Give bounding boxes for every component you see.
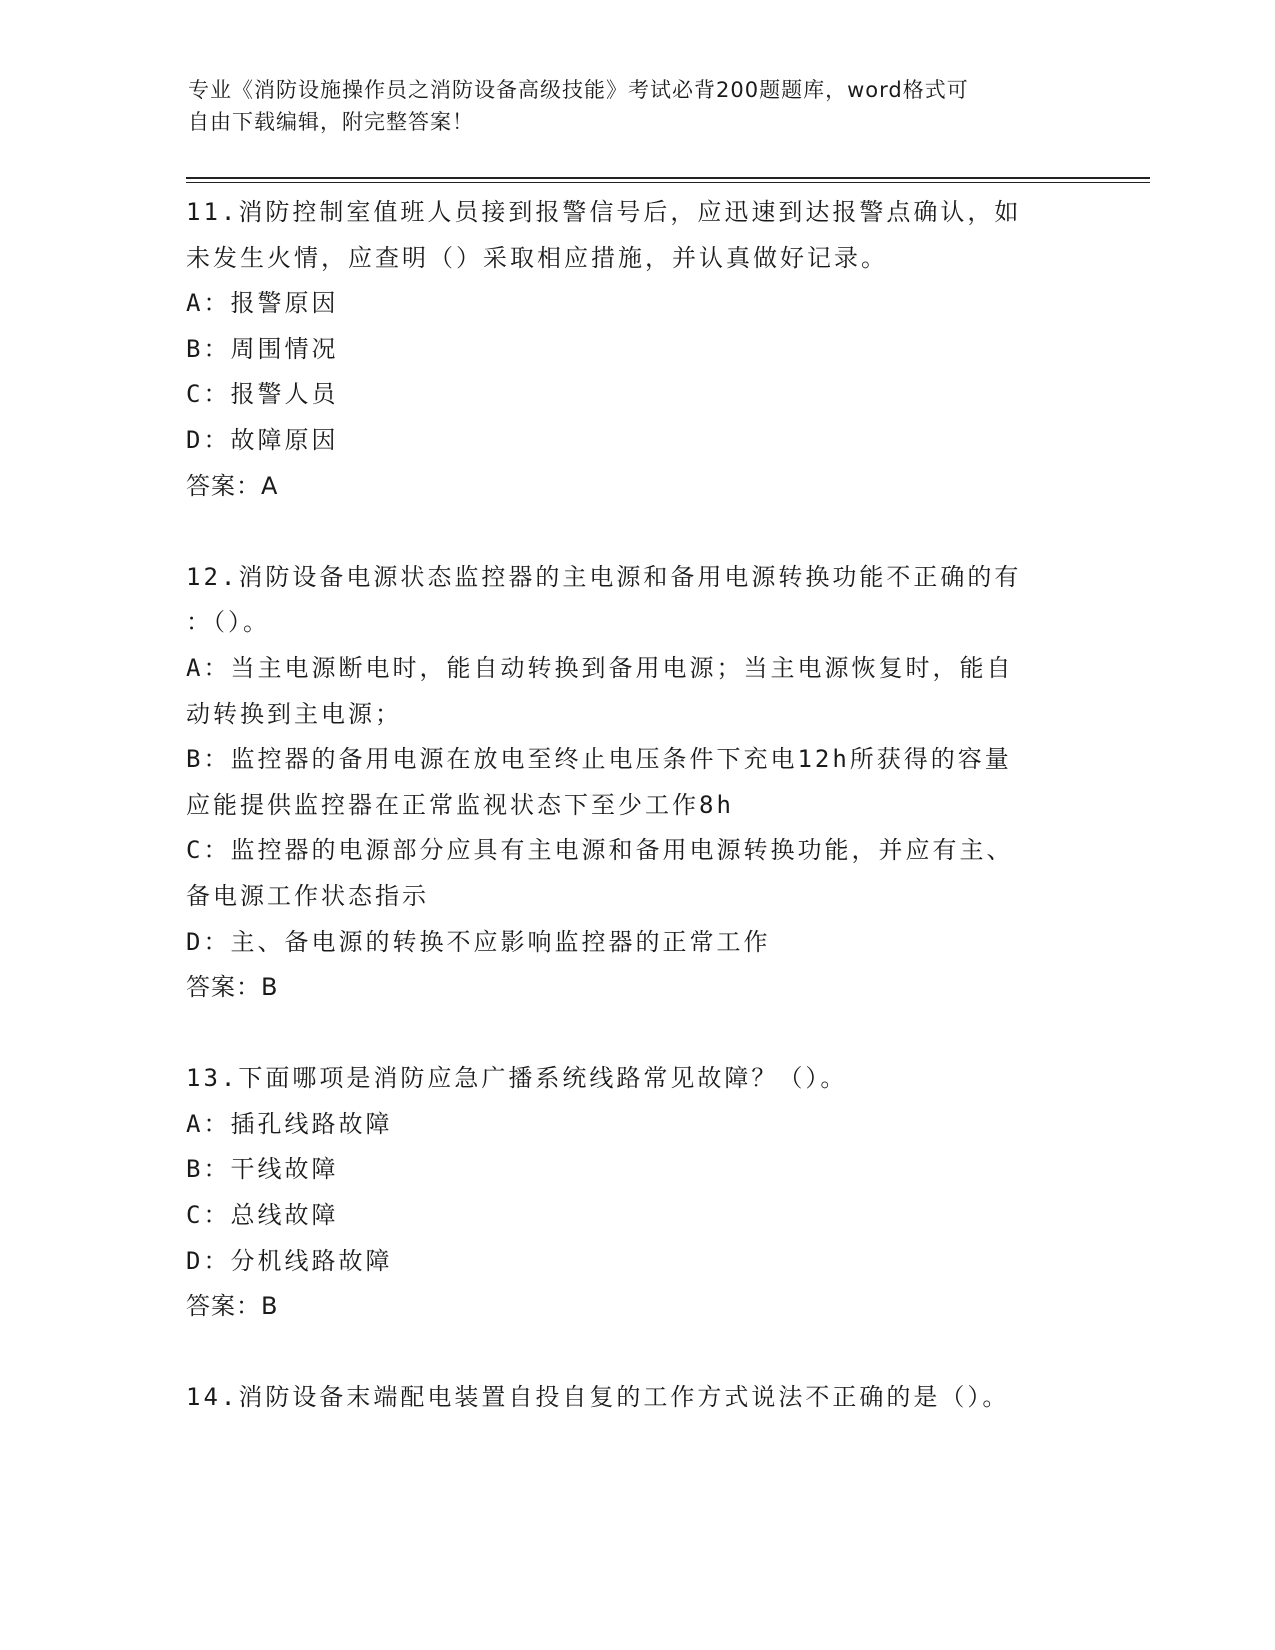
question-14 xyxy=(186,1375,1086,1421)
option-c-continued: 备电源工作状态指示 xyxy=(186,881,429,910)
document-header xyxy=(188,74,1068,138)
question-text: 14.消防设备末端配电装置自投自复的工作方式说法不正确的是（）。 xyxy=(186,1383,1010,1412)
option-a: A：插孔线路故障 xyxy=(186,1109,393,1138)
question-12 xyxy=(186,555,1086,1011)
option-a-continued: 动转换到主电源； xyxy=(186,699,402,728)
option-b: B：干线故障 xyxy=(186,1155,339,1184)
option-c: C：报警人员 xyxy=(186,380,339,409)
header-divider-thin xyxy=(186,182,1150,183)
option-d: D：分机线路故障 xyxy=(186,1246,393,1275)
option-d: D：故障原因 xyxy=(186,425,339,454)
question-text: 12.消防设备电源状态监控器的主电源和备用电源转换功能不正确的有 xyxy=(186,562,1022,591)
question-text: 未发生火情，应查明（）采取相应措施，并认真做好记录。 xyxy=(186,243,888,272)
header-divider-thick xyxy=(186,177,1150,179)
question-list xyxy=(186,190,1086,1467)
option-d: D：主、备电源的转换不应影响监控器的正常工作 xyxy=(186,927,771,956)
answer: 答案：A xyxy=(186,471,279,500)
option-a: A：当主电源断电时，能自动转换到备用电源；当主电源恢复时，能自 xyxy=(186,653,1014,682)
option-c: C：监控器的电源部分应具有主电源和备用电源转换功能，并应有主、 xyxy=(186,836,1014,865)
answer: 答案：B xyxy=(186,1292,279,1321)
question-text: 13.下面哪项是消防应急广播系统线路常见故障？（）。 xyxy=(186,1064,848,1093)
option-a: A：报警原因 xyxy=(186,289,339,318)
question-11 xyxy=(186,190,1086,509)
question-text: ：（）。 xyxy=(186,608,270,637)
option-c: C：总线故障 xyxy=(186,1201,339,1230)
question-13 xyxy=(186,1056,1086,1330)
option-b: B：周围情况 xyxy=(186,334,339,363)
header-line-2: 自由下载编辑，附完整答案！ xyxy=(188,110,474,134)
header-line-1: 专业《消防设施操作员之消防设备高级技能》考试必背200题题库，word格式可 xyxy=(188,78,969,102)
answer: 答案：B xyxy=(186,973,279,1002)
option-b-continued: 应能提供监控器在正常监视状态下至少工作8h xyxy=(186,790,734,819)
option-b: B：监控器的备用电源在放电至终止电压条件下充电12h所获得的容量 xyxy=(186,745,1012,774)
question-text: 11.消防控制室值班人员接到报警信号后，应迅速到达报警点确认，如 xyxy=(186,198,1022,226)
